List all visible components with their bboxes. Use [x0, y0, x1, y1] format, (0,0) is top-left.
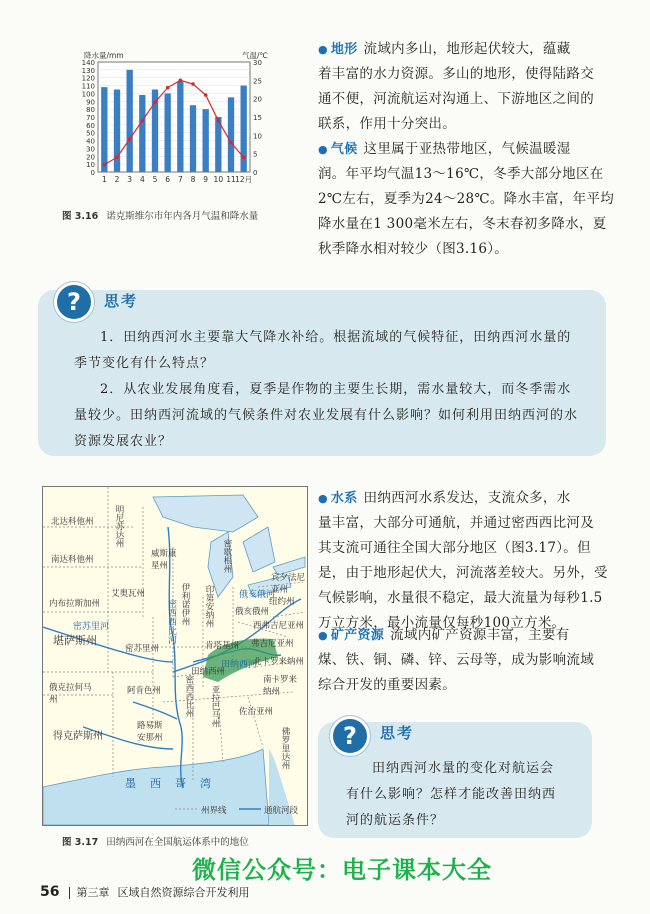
chart-bar [177, 82, 183, 172]
chart-x-tick-label: 1 [101, 175, 107, 184]
footer-title: 区域自然资源综合开发利用 [117, 886, 250, 899]
map-water-label: 俄亥俄河 [239, 590, 276, 600]
page-number: 56 [40, 884, 60, 900]
chart-x-tick-label: 5 [152, 175, 158, 184]
chart-temperature-point [179, 79, 183, 83]
chart-left-tick-label: 130 [81, 66, 95, 75]
chart-right-tick-label: 0 [253, 169, 258, 177]
chart-temperature-point [153, 101, 157, 105]
chart-left-tick-label: 90 [86, 98, 95, 107]
chart-x-tick-label: 9 [203, 175, 209, 184]
question-icon: ? [54, 282, 94, 322]
chart-left-tick-label: 0 [90, 169, 95, 177]
map-caption-text: 田纳西河在全国航运体系中的地位 [106, 837, 249, 848]
map-state-label: 北卡罗来纳州 [253, 657, 305, 667]
chart-bar [114, 90, 120, 173]
page-footer [40, 884, 249, 900]
topography-line: 通不便，河流航运对沟通上、下游地区之间的 [318, 91, 594, 107]
map-state-label: 纽约州 [269, 597, 295, 607]
chart-x-tick-label: 6 [165, 175, 171, 184]
map-state-label: 阿肯色州 [127, 686, 162, 696]
chart-ylabel-right: 气温/℃ [242, 51, 268, 60]
chart-x-tick-label: 12月 [235, 175, 253, 184]
map-caption [62, 834, 249, 848]
map-state-label: 威斯康星州 [151, 549, 177, 571]
think-box-2-body: 田纳西河水量的变化对航运会 有什么影响？怎样才能改善田纳西 河的航运条件？ [346, 761, 557, 828]
chart-bar [190, 105, 196, 172]
map-state-label: 内布拉斯加州 [49, 599, 101, 609]
map-water-label: 密西西比河 [166, 599, 176, 644]
map-state-label: 密西西比州 [184, 675, 194, 718]
bullet-icon: ● [318, 143, 328, 156]
think-box-2-title: 思考 [380, 724, 415, 742]
climate-chart-svg [60, 48, 280, 198]
map-state-label: 南达科他州 [51, 555, 94, 565]
chart-left-tick-label: 100 [81, 90, 95, 99]
chart-left-tick-label: 50 [86, 129, 95, 138]
chart-temperature-point [229, 141, 233, 145]
chart-x-tick-label: 3 [127, 175, 133, 184]
climate-paragraph [318, 137, 618, 262]
topography-line: 着丰富的水力资源。多山的地形，使得陆路交 [318, 66, 594, 82]
question-icon: ? [330, 716, 370, 756]
bullet-icon: ● [318, 629, 328, 642]
think-box-1-title: 思考 [104, 292, 139, 310]
climate-label: 气候 [330, 142, 358, 157]
map-state-label: 北达科他州 [51, 517, 94, 527]
chart-left-tick-label: 70 [86, 114, 95, 122]
bullet-icon: ● [318, 43, 328, 56]
chart-x-tick-label: 8 [190, 175, 196, 184]
map-state-label: 得克萨斯州 [53, 731, 103, 742]
chart-left-tick-label: 30 [86, 145, 95, 154]
map-state-label: 路易斯安那州 [137, 721, 163, 743]
map-state-label: 佐治亚州 [239, 707, 274, 717]
chart-bar [165, 93, 171, 172]
chart-caption [62, 208, 258, 222]
mineral-paragraph: ● 矿产资源 流域内矿产资源丰富，主要有 煤、铁、铜、磷、锌、云母等，成为影响流域 综合开发的重要因素。 [318, 627, 594, 693]
map-legend-state-line: 州界线 [201, 806, 227, 816]
topography-line: 联系，作用十分突出。 [318, 116, 456, 132]
chart-temperature-point [204, 93, 208, 97]
chart-caption-number: 图 3.16 [62, 211, 99, 222]
climate-line: ● 气候 这里属于亚热带地区，气候温暖湿 [318, 141, 571, 157]
think-box-1-body: 1．田纳西河水主要靠大气降水补给。根据流域的气候特征，田纳西河水量的 季节变化有什么特点？ 2．从农业发展角度看，夏季是作物的主要生长期，需水量较大，而冬季需水 量较少。田纳西河流域的气候条件对农业发展有什么影响？如何利用田纳西河的水 资源发展农业？ [74, 330, 579, 449]
topography-paragraph [318, 37, 618, 137]
chart-left-tick-label: 120 [81, 74, 95, 83]
map-state-label: 印第安纳州 [204, 585, 214, 628]
chart-x-tick-label: 2 [114, 175, 120, 184]
chart-right-tick-label: 30 [253, 59, 262, 67]
chart-left-tick-label: 10 [86, 161, 95, 170]
climate-line: 降水量在1 300毫米左右，冬末春初多降水，夏 [318, 216, 607, 232]
map-water-label: 田纳西河 [221, 660, 258, 670]
map-state-label: 密歇根州 [222, 539, 232, 573]
chart-bar [203, 109, 209, 172]
map-state-label: 伊利诺伊州 [180, 583, 190, 626]
map-state-label: 俄克拉何马州 [49, 683, 92, 705]
chart-bar [101, 87, 107, 172]
chart-bar [139, 95, 145, 172]
water-system-label: 水系 [330, 491, 358, 506]
mineral-label: 矿产资源 [330, 628, 385, 643]
map-state-label: 明尼苏达州 [114, 505, 124, 548]
chart-bar [127, 70, 133, 172]
chart-left-tick-label: 40 [86, 137, 95, 146]
chart-temperature-point [217, 119, 221, 123]
chart-bar [228, 97, 234, 172]
map-state-label: 堪萨斯州 [53, 634, 97, 647]
chart-temperature-point [115, 156, 119, 160]
chart-temperature-point [166, 86, 170, 90]
chart-x-tick-label: 11 [226, 175, 236, 184]
chart-ylabel-left: 降水量/mm [84, 51, 124, 60]
map-state-label: 艾奥瓦州 [111, 589, 146, 599]
climate-chart [60, 48, 280, 198]
climate-line: 秋季降水相对较少（图3.16）。 [318, 241, 509, 257]
map-water-label: 密苏里河 [73, 622, 110, 632]
chart-temperature-point [128, 137, 132, 141]
chart-temperature-point [103, 163, 107, 167]
chart-caption-text: 诺克斯维尔市年内各月气温和降水量 [106, 211, 259, 222]
map-caption-number: 图 3.17 [62, 837, 99, 848]
chart-left-tick-label: 110 [81, 82, 95, 91]
chart-x-tick-label: 4 [139, 175, 145, 184]
map-state-label: 弗吉尼亚州 [251, 639, 294, 649]
chart-temperature-point [191, 82, 195, 86]
chart-right-tick-label: 10 [253, 132, 262, 141]
chart-right-tick-label: 15 [253, 114, 262, 122]
chart-left-tick-label: 20 [86, 153, 95, 162]
footer-divider [69, 887, 70, 899]
map-state-label: 西弗吉尼亚州 [253, 621, 305, 631]
water-system-paragraph: ● 水系 田纳西河水系发达，支流众多，水 量丰富，大部分可通航，并通过密西西比河及 其支流可通往全国大部分地区（图3.17）。但 是，由于地形起伏大，河流落差较大。另外，受 气候影响，水量很不稳定，最大流量为每秒1.5 万立方米，最小流量仅每秒100立方米。 [318, 490, 608, 631]
topography-label: 地形 [330, 42, 358, 57]
map-state-label: 密苏里州 [125, 644, 160, 654]
map-state-label: 佛罗里达州 [280, 727, 290, 770]
map-state-label: 宾夕法尼亚州 [271, 573, 306, 595]
chart-x-tick-label: 7 [177, 175, 183, 184]
chart-right-tick-label: 25 [253, 77, 262, 86]
climate-line: 2℃左右，夏季为24～28℃。降水丰富，年平均 [318, 191, 615, 207]
footer-chapter: 第三章 [76, 886, 110, 899]
chart-right-tick-label: 20 [253, 95, 262, 104]
map-state-label: 俄亥俄州 [235, 607, 270, 617]
map-water-label: 墨西哥湾 [125, 777, 225, 790]
map-state-label: 肯塔基州 [205, 641, 240, 651]
watermark-text: 微信公众号：电子课本大全 [192, 856, 492, 884]
chart-temperature-point [242, 156, 246, 160]
chart-left-tick-label: 140 [81, 59, 95, 67]
map-state-label: 田纳西州 [191, 667, 226, 677]
chart-left-tick-label: 60 [86, 121, 95, 130]
chart-right-tick-label: 5 [253, 150, 258, 159]
bullet-icon: ● [318, 492, 328, 505]
map-state-label: 南卡罗来纳州 [263, 675, 298, 697]
chart-left-tick-label: 80 [86, 106, 95, 115]
chart-x-tick-label: 10 [213, 175, 224, 184]
topography-line: ● 地形 流域内多山，地形起伏较大，蕴藏 [318, 41, 571, 57]
us-navigation-map [42, 486, 308, 826]
chart-temperature-point [141, 119, 145, 123]
climate-line: 润。年平均气温13～16℃，冬季大部分地区在 [318, 166, 604, 182]
map-state-label: 亚拉巴马州 [210, 685, 220, 728]
map-legend-river: 通航河段 [264, 806, 299, 816]
